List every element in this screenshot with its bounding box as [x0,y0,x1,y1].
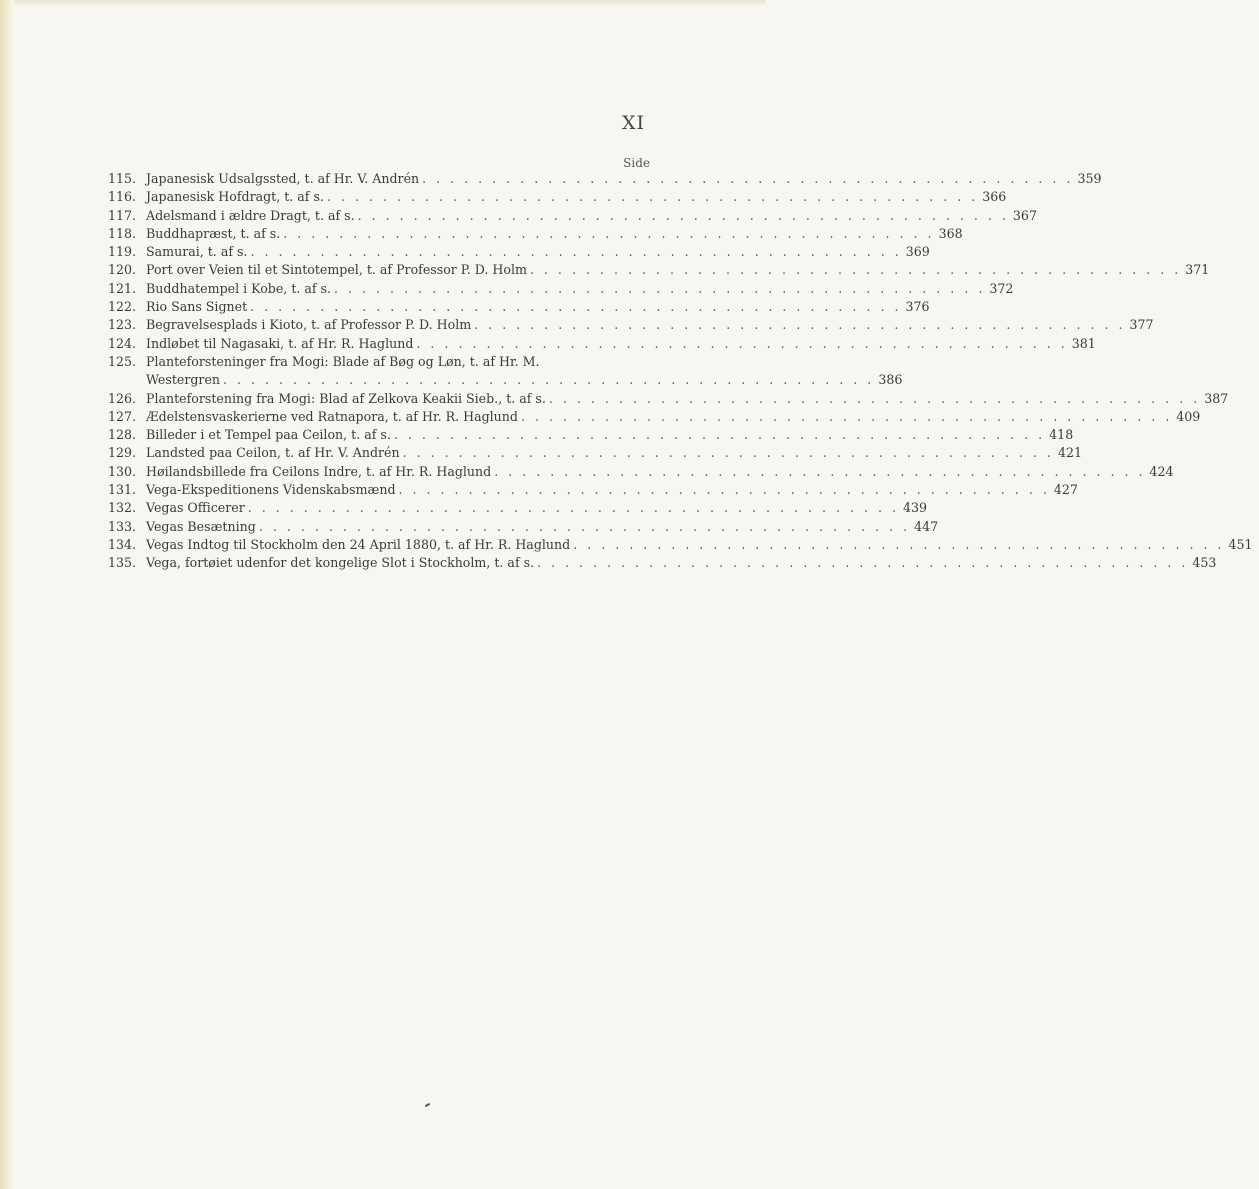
entry-title: Vegas Indtog til Stockholm den 24 April 1880, t. af Hr. R. Haglund [146,536,571,552]
entry-number: 130. [108,463,137,479]
entry-number: 116. [108,189,137,205]
dot-leader [530,261,1181,279]
list-item [108,280,1014,298]
entry-title: Ædelstensvaskerierne ved Ratnapora, t. af Hr. R. Haglund [146,408,518,424]
entry-page: 447 [914,518,939,534]
list-item [108,518,939,536]
list-item [108,188,1007,206]
entry-title: Landsted paa Ceilon, t. af Hr. V. Andrén [146,445,400,461]
entry-title: Planteforsteninger fra Mogi: Blade af Bøg og Løn, t. af Hr. M. [146,353,540,369]
entry-number: 127. [108,408,137,424]
page-binding-edge [0,0,14,1189]
entry-title: Port over Veien til et Sintotempel, t. af Professor P. D. Holm [146,262,527,278]
entry-page: 376 [905,299,930,315]
entry-title: Buddhatempel i Kobe, t. af s. [146,280,332,296]
dot-leader [250,298,901,316]
dot-leader [283,225,934,243]
entry-title: Samurai, t. af s. [146,244,248,260]
entry-page: 369 [905,244,930,260]
dot-leader [416,335,1067,353]
list-item [108,444,1082,462]
entry-title: Indløbet til Nagasaki, t. af Hr. R. Haglund [146,335,414,351]
entry-title: Adelsmand i ældre Dragt, t. af s. [146,207,355,223]
entry-page: 427 [1053,482,1078,498]
entry-page: 453 [1192,555,1217,571]
entry-title: Vega-Ekspeditionens Videnskabsmænd [146,482,396,498]
dot-leader [521,408,1172,426]
entry-title: Japanesisk Hofdragt, t. af s. [146,189,324,205]
entry-number: 115. [108,171,137,186]
entry-title: Buddhapræst, t. af s. [146,225,281,241]
dot-leader [537,554,1188,572]
ink-speck [425,1103,430,1107]
entry-page: 418 [1049,427,1074,443]
entry-title: Vega, fortøiet udenfor det kongelige Slot i Stockholm, t. af s. [146,555,535,571]
entry-page: 386 [878,372,903,388]
entry-number: 126. [108,390,137,406]
list-item-continuation [108,371,903,389]
entry-number: 121. [108,280,137,296]
dot-leader [327,188,978,206]
entry-number: 118. [108,225,137,241]
list-item [108,243,930,261]
entry-number: 123. [108,317,137,333]
entry-page: 387 [1204,390,1229,406]
entry-number: 120. [108,262,137,278]
list-item [108,335,1096,353]
list-item [108,170,1102,188]
entry-number: 119. [108,244,137,260]
list-item [108,353,648,371]
entry-page: 359 [1077,171,1102,186]
entry-title: Japanesisk Udsalgssted, t. af Hr. V. Andrén [146,171,420,186]
dot-leader [223,371,874,389]
dot-leader [250,243,901,261]
entry-page: 377 [1129,317,1154,333]
list-item [108,408,1201,426]
dot-leader [248,499,899,517]
dot-leader [422,170,1073,188]
dot-leader [573,536,1224,554]
entry-number: 128. [108,427,137,443]
entry-title: Begravelsesplads i Kioto, t. af Professor P. D. Holm [146,317,472,333]
dot-leader [549,390,1200,408]
entry-title: Vegas Officerer [146,500,245,516]
entry-page: 439 [903,500,928,516]
entry-title: Billeder i et Tempel paa Ceilon, t. af s. [146,427,391,443]
dot-leader [334,280,985,298]
entry-number: 129. [108,445,137,461]
entry-page: 368 [938,225,963,241]
list-item [108,536,1253,554]
list-item [108,298,930,316]
entry-page: 421 [1057,445,1082,461]
entry-number: 131. [108,482,137,498]
page-top-edge [0,0,765,6]
list-item [108,426,1074,444]
entry-title: Høilandsbillede fra Ceilons Indre, t. af Hr. R. Haglund [146,463,492,479]
entry-number: 122. [108,299,137,315]
entry-page: 424 [1149,463,1174,479]
entry-number: 133. [108,518,137,534]
list-item [108,207,1037,225]
entry-page: 381 [1071,335,1096,351]
list-item [108,463,1174,481]
dot-leader [474,316,1125,334]
entry-title: Rio Sans Signet [146,299,248,315]
list-item [108,390,1229,408]
entry-page: 366 [982,189,1007,205]
list-item [108,225,963,243]
list-item [108,499,928,517]
entry-title: Planteforstening fra Mogi: Blad af Zelkova Keakii Sieb., t. af s. [146,390,546,406]
page-number: XI [621,112,645,134]
entry-number: 135. [108,555,137,571]
dot-leader [494,463,1145,481]
dot-leader [403,444,1054,462]
page-column-label: Side [623,156,650,170]
entry-page: 451 [1228,536,1253,552]
dot-leader [259,518,910,536]
entry-page: 367 [1012,207,1037,223]
list-item [108,481,1078,499]
list-item [108,261,1210,279]
entry-number: 132. [108,500,137,516]
entry-page: 371 [1185,262,1210,278]
dot-leader [399,481,1050,499]
dot-leader [358,207,1009,225]
entry-number: 124. [108,335,137,351]
entry-number: 134. [108,536,137,552]
list-item [108,316,1154,334]
entry-number: 117. [108,207,137,223]
entry-title-continuation: Westergren [146,372,221,388]
entry-page: 372 [989,280,1014,296]
entry-page: 409 [1176,408,1201,424]
illustration-list [108,170,1253,573]
entry-number: 125. [108,353,137,369]
list-item [108,554,1217,572]
dot-leader [394,426,1045,444]
entry-title: Vegas Besætning [146,518,256,534]
